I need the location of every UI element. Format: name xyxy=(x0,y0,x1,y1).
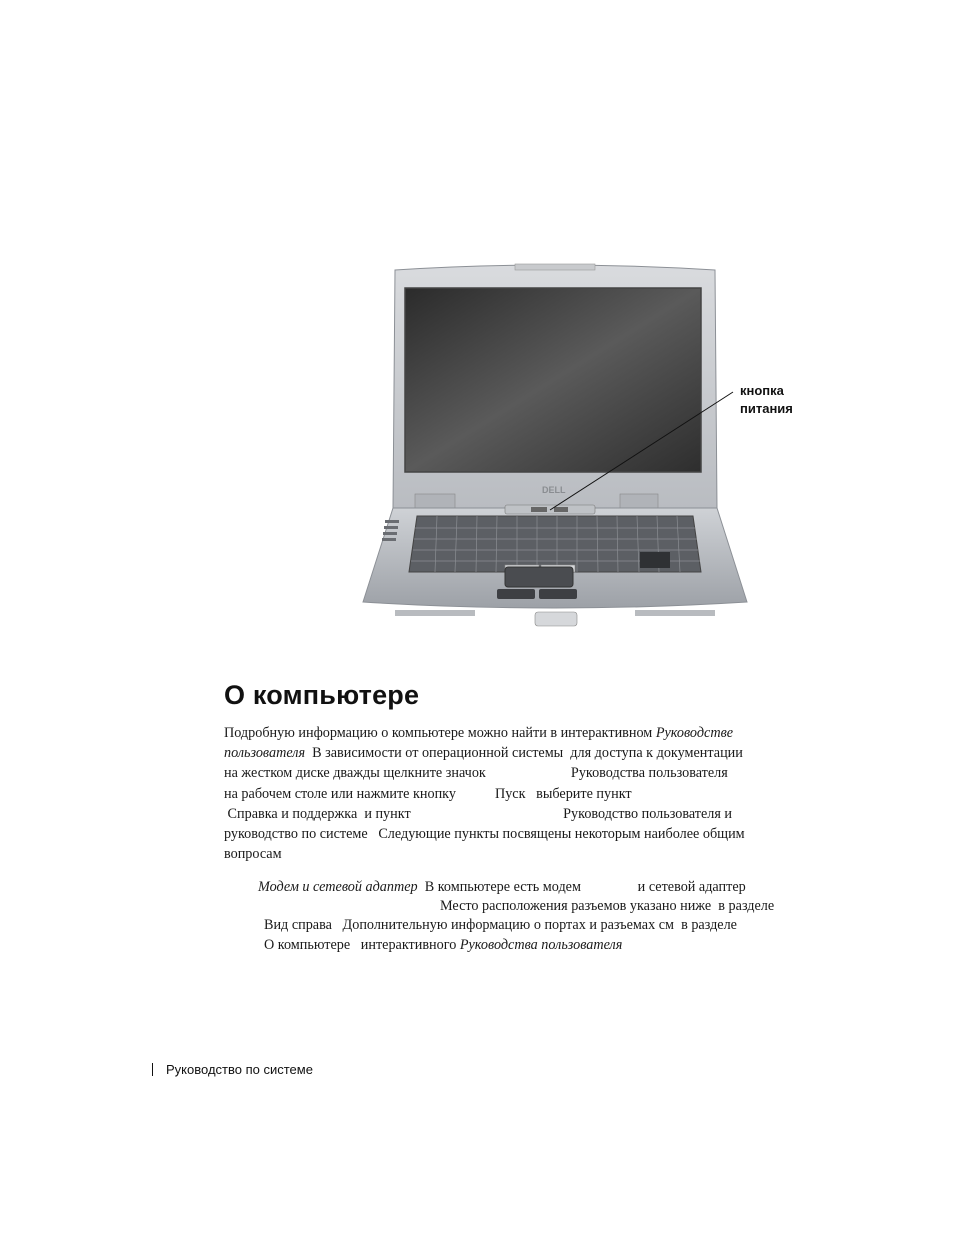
para1-line-6: руководство по системе Следующие пункты посвящены некоторым наиболее общим xyxy=(224,826,745,842)
laptop-illustration xyxy=(355,262,755,637)
para1-line-4: на рабочем столе или нажмите кнопку Пуск выберите пункт xyxy=(224,786,632,802)
power-button-callout xyxy=(740,382,793,418)
para1-line-1: Подробную информацию о компьютере можно найти в интерактивном Руководстве xyxy=(224,725,734,741)
callout-line-2: питания xyxy=(740,401,793,416)
item-line-4: О компьютере интерактивного Руководства пользователя xyxy=(264,937,623,953)
callout-line-1: кнопка xyxy=(740,383,784,398)
para1-line-2: пользователя В зависимости от операционной системы для доступа к документации xyxy=(224,745,743,761)
footer-text: Руководство по системе xyxy=(166,1062,313,1077)
para1-line-3: на жестком диске дважды щелкните значок Руководства пользователя xyxy=(224,765,728,781)
item-line-1: Модем и сетевой адаптер В компьютере есть модем и сетевой адаптер xyxy=(258,879,746,895)
page-footer xyxy=(152,1062,313,1077)
dell-logo: DELL xyxy=(542,485,566,495)
para1-line-7: вопросам xyxy=(224,846,282,862)
section-title: О компьютере xyxy=(224,680,420,710)
para1-line-5: Справка и поддержка и пункт Руководство пользователя и xyxy=(224,806,733,822)
item-line-2: Место расположения разъемов указано ниже в разделе xyxy=(440,898,775,914)
item-line-3: Вид справа Дополнительную информацию о портах и разъемах см в разделе xyxy=(264,917,737,933)
footer-divider xyxy=(152,1063,153,1076)
